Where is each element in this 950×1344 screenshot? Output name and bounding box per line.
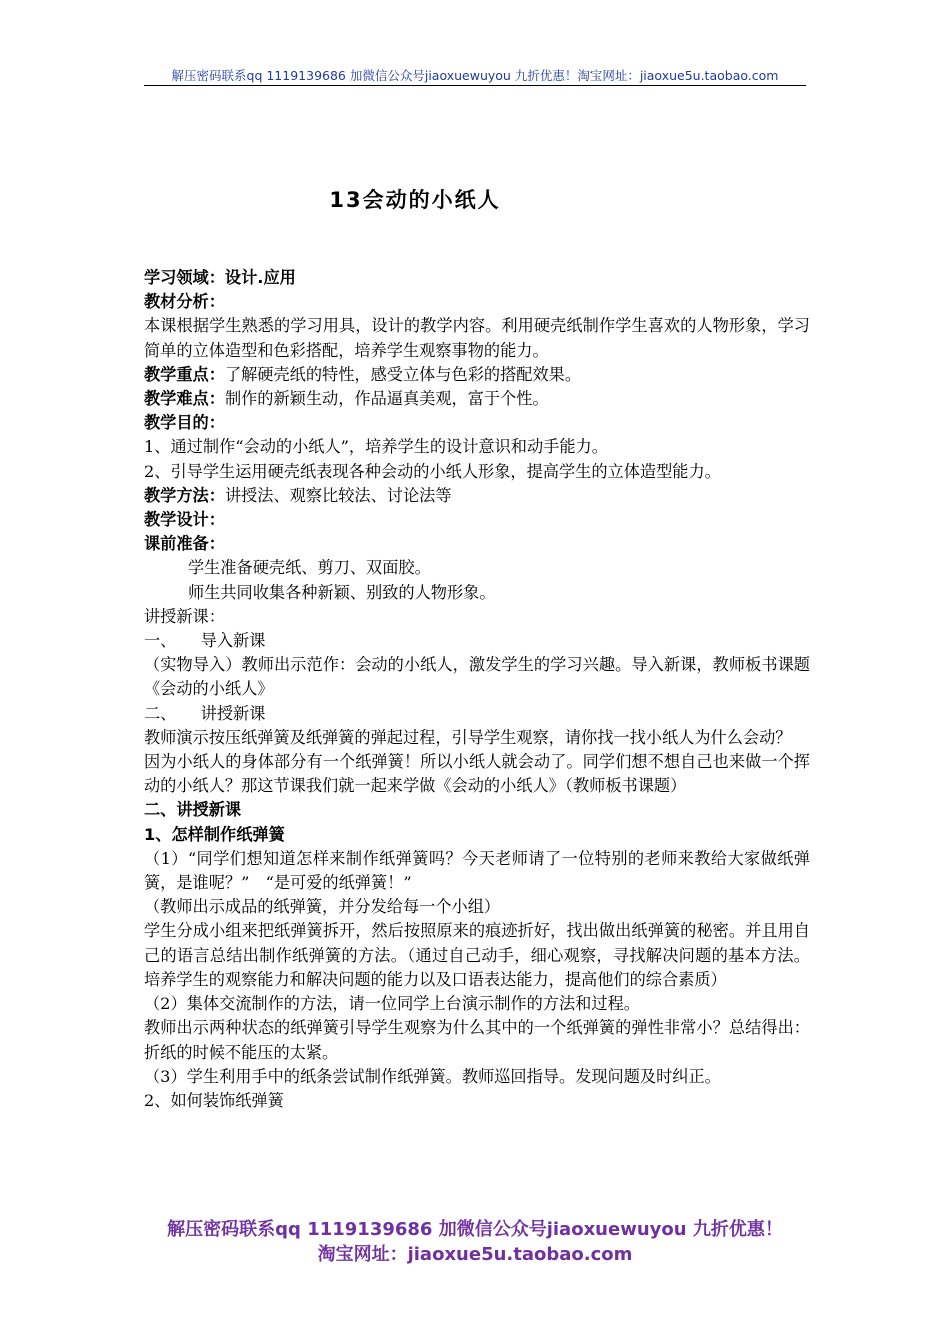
material-analysis-heading: 教材分析： [144, 292, 225, 312]
step-1-note: （教师出示成品的纸弹簧，并分发给每一个小组） [144, 897, 501, 917]
document-body [144, 266, 810, 1113]
page-header: 解压密码联系qq 1119139686 加微信公众号jiaoxuewuyou 九折优惠！淘宝网址：jiaoxue5u.taobao.com [171, 68, 779, 83]
footer-line-1: 解压密码联系qq 1119139686 加微信公众号jiaoxuewuyou 九折优惠！ [167, 1219, 783, 1240]
objective-1: 1、通过制作“会动的小纸人”，培养学生的设计意识和动手能力。 [144, 437, 608, 457]
methods [144, 484, 810, 508]
decorate-heading: 2、如何装饰纸弹簧 [144, 1090, 284, 1110]
group-activity: 学生分成小组来把纸弹簧拆开，然后按照原来的痕迹折好，找出做出纸弹簧的秘密。并且用自己的语言总结出制作纸弹簧的方法。（通过自己动手，细心观察，寻找解决问题的基本方法。培养学生的观察能力和解决问题的能力以及口语表达能力，提高他们的综合素质） [144, 921, 810, 989]
key-points [144, 363, 810, 387]
header-divider [144, 85, 806, 86]
compare-text: 教师出示两种状态的纸弹簧引导学生观察为什么其中的一个纸弹簧的弹性非常小？总结得出：折纸的时候不能压的太紧。 [144, 1018, 810, 1062]
step-3: （3）学生利用手中的纸条尝试制作纸弹簧。教师巡回指导。发现问题及时纠正。 [144, 1066, 721, 1086]
new-lesson-heading: 讲授新课： [144, 606, 225, 626]
methods-text: 讲授法、观察比较法、讨论法等 [224, 485, 452, 505]
demo-text: 教师演示按压纸弹簧及纸弹簧的弹起过程，引导学生观察，请你找一找小纸人为什么会动？ [144, 727, 792, 747]
document-title: 13会动的小纸人 [329, 188, 501, 212]
spring-explanation: 因为小纸人的身体部分有一个纸弹簧！所以小纸人就会动了。同学们想不想自己也来做一个挥动的小纸人？那这节课我们就一起来学做《会动的小纸人》（教师板书课题） [144, 752, 810, 796]
difficulties-label: 教学难点： [144, 389, 225, 409]
objectives-heading: 教学目的： [144, 413, 225, 433]
step-1: （1）“同学们想知道怎样来制作纸弹簧吗？今天老师请了一位特别的老师来教给大家做纸弹簧，是谁呢？” “是可爱的纸弹簧！” [144, 848, 810, 893]
page-footer [0, 1217, 950, 1267]
design-heading: 教学设计： [144, 510, 225, 530]
footer-line-2: 淘宝网址：jiaoxue5u.taobao.com [317, 1244, 633, 1265]
material-analysis-text: 本课根据学生熟悉的学习用具，设计的教学内容。利用硬壳纸制作学生喜欢的人物形象，学习简单的立体造型和色彩搭配，培养学生观察事物的能力。 [144, 316, 810, 360]
preparation-heading: 课前准备： [144, 534, 225, 554]
how-to-make-heading: 1、怎样制作纸弹簧 [144, 824, 285, 844]
section-teach: 二、 讲授新课 [144, 703, 266, 723]
step-2: （2）集体交流制作的方法，请一位同学上台演示制作的方法和过程。 [144, 994, 640, 1014]
intro-text: （实物导入）教师出示范作：会动的小纸人，激发学生的学习兴趣。导入新课，教师板书课题《会动的小纸人》 [144, 655, 810, 699]
study-area: 学习领域：设计.应用 [144, 268, 296, 287]
section-teach-bold: 二、讲授新课 [144, 800, 242, 820]
objective-2: 2、引导学生运用硬壳纸表现各种会动的小纸人形象，提高学生的立体造型能力。 [144, 461, 721, 481]
methods-label: 教学方法： [144, 485, 225, 505]
key-points-label: 教学重点： [144, 364, 225, 384]
difficulties-text: 制作的新颖生动，作品逼真美观，富于个性。 [224, 389, 549, 409]
difficulties [144, 387, 810, 411]
preparation-teacher: 师生共同收集各种新颖、别致的人物形象。 [188, 582, 496, 602]
preparation-students: 学生准备硬壳纸、剪刀、双面胶。 [188, 558, 431, 578]
section-intro: 一、 导入新课 [144, 631, 266, 651]
key-points-text: 了解硬壳纸的特性，感受立体与色彩的搭配效果。 [224, 364, 582, 384]
